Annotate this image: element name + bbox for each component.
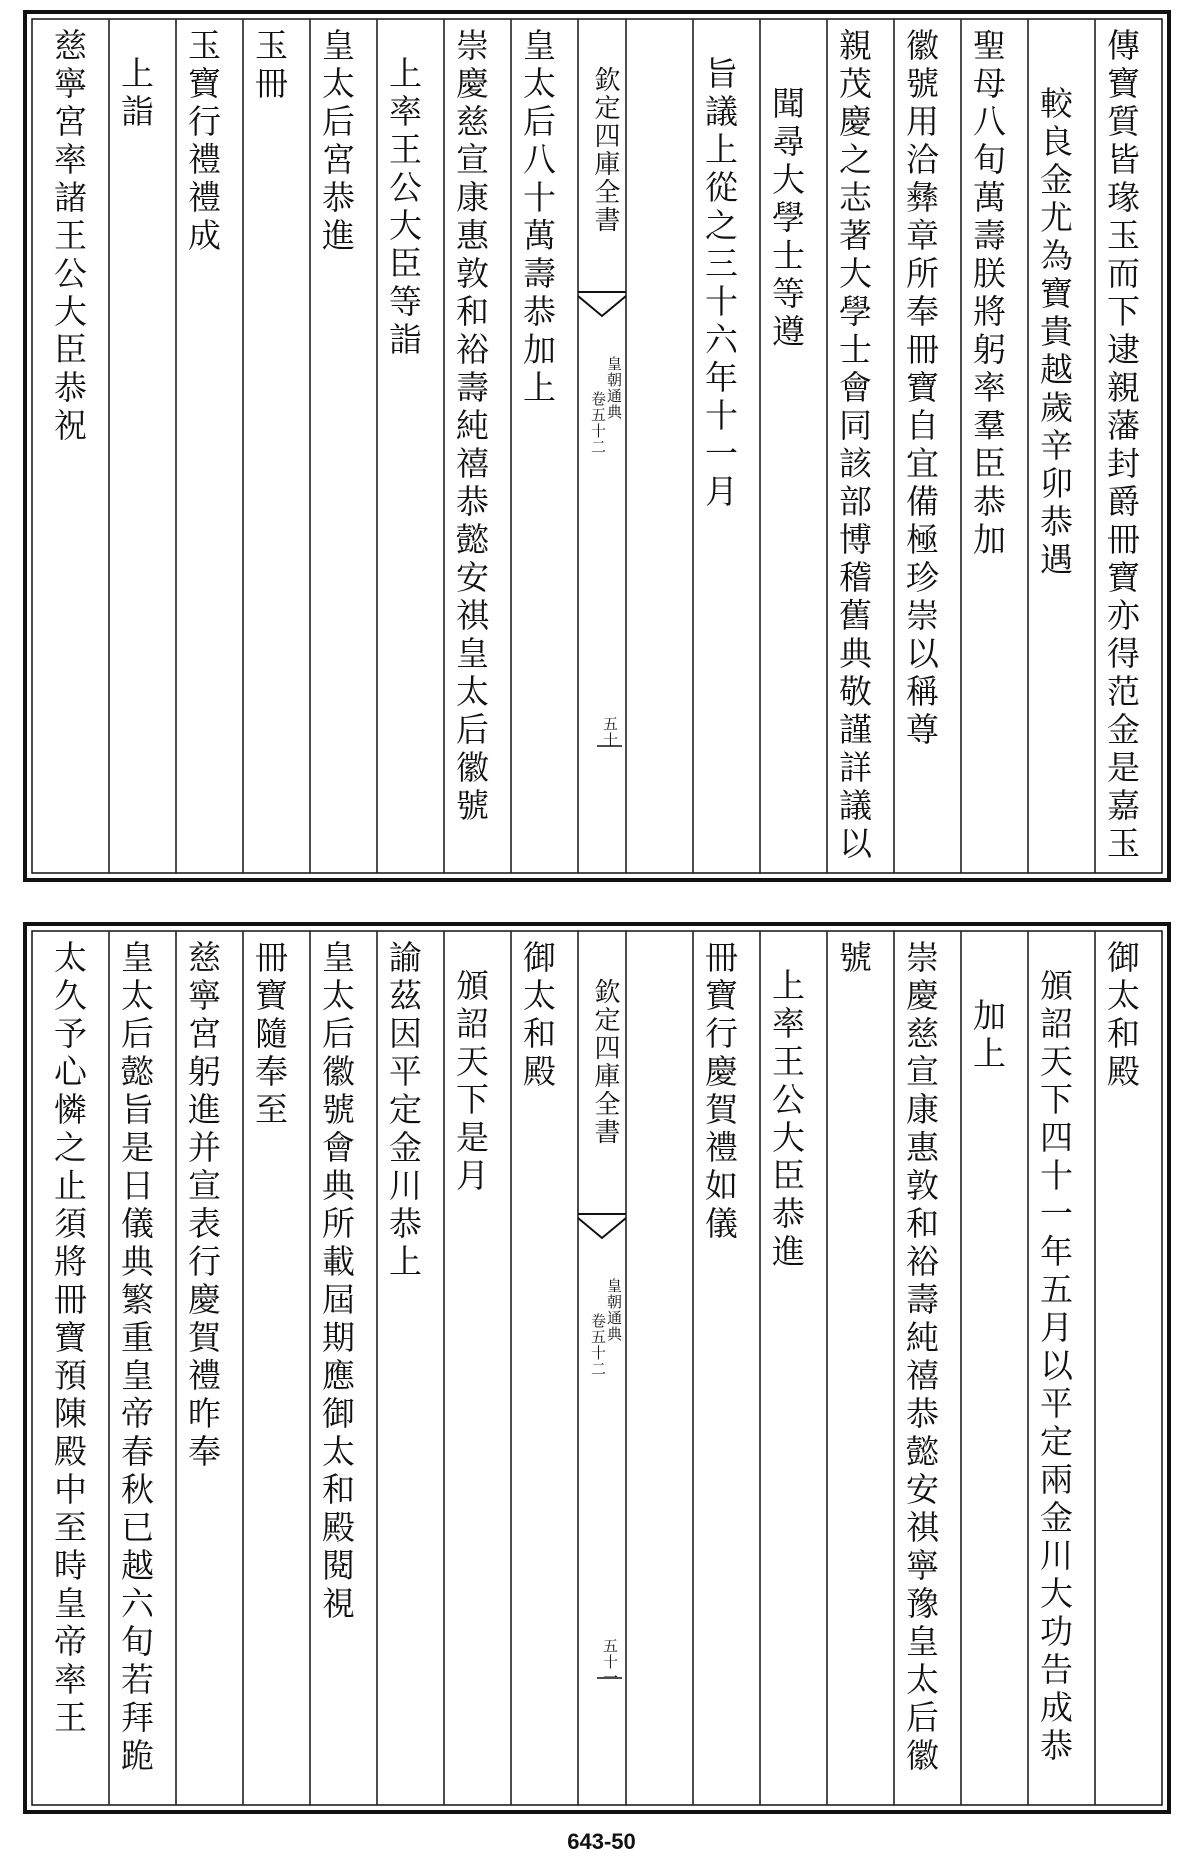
top-page-panel (22, 6, 1172, 886)
text-column: 太久予心憐之止須將冊寶預陳殿中至時皇帝率王 (49, 940, 88, 1738)
center-volume: 卷五十二 (589, 1313, 607, 1377)
text-column: 崇慶慈宣康惠敦和裕壽純禧恭懿安祺寧豫皇太后徽 (901, 940, 940, 1776)
text-column: 玉冊 (250, 28, 289, 104)
text-column: 皇太后宮恭進 (317, 28, 356, 256)
text-column: 崇慶慈宣康惠敦和裕壽純禧恭懿安祺皇太后徽號 (451, 28, 490, 826)
text-column: 御太和殿 (518, 940, 557, 1092)
text-column: 冊寶行慶賀禮如儀 (700, 940, 739, 1244)
text-column: 聖母八旬萬壽朕將躬率羣臣恭加 (968, 28, 1007, 560)
center-folio: 五十一 (601, 1638, 619, 1686)
text-column: 親茂慶之志著大學士會同該部博稽舊典敬謹詳議以 (834, 28, 873, 864)
text-column: 慈寧宮躬進并宣表行慶賀禮昨奉 (183, 940, 222, 1472)
text-column: 頒詔天下是月 (451, 968, 490, 1196)
text-column: 加上 (968, 998, 1007, 1074)
text-column: 徽號用洽彝章所奉冊寶自宜備極珍崇以稱尊 (901, 28, 940, 750)
text-column: 上率王公大臣恭進 (767, 968, 806, 1272)
text-column: 冊寶隨奉至 (250, 940, 289, 1130)
text-column: 御太和殿 (1102, 940, 1141, 1092)
center-folio: 五十 (601, 716, 619, 748)
text-column: 皇太后徽號會典所載屆期應御太和殿閱視 (317, 940, 356, 1624)
center-book-title: 欽定四庫全書 (590, 978, 620, 1146)
center-book-title: 欽定四庫全書 (590, 66, 620, 234)
text-column: 諭茲因平定金川恭上 (384, 940, 423, 1282)
text-column: 上詣 (116, 56, 155, 132)
text-column: 較良金尤為寶貴越歲辛卯恭遇 (1035, 86, 1074, 580)
text-column: 皇太后八十萬壽恭加上 (518, 28, 557, 408)
page-number: 643-50 (567, 1829, 636, 1854)
text-column: 頒詔天下四十一年五月以平定兩金川大功告成恭 (1035, 968, 1074, 1766)
text-column: 聞尋大學士等遵 (767, 86, 806, 352)
center-book-name: 皇朝通典 (605, 1278, 623, 1342)
center-book-name: 皇朝通典 (605, 356, 623, 420)
text-column: 皇太后懿旨是日儀典繁重皇帝春秋已越六旬若拜跪 (116, 940, 155, 1776)
center-volume: 卷五十二 (589, 391, 607, 455)
text-column: 旨議上從之三十六年十一月 (700, 56, 739, 512)
text-column: 傳寶質皆瑑玉而下逮親藩封爵冊寶亦得范金是嘉玉 (1102, 28, 1141, 864)
text-column: 上率王公大臣等詣 (384, 56, 423, 360)
text-column: 慈寧宮率諸王公大臣恭祝 (49, 28, 88, 446)
bottom-page-panel (22, 918, 1172, 1818)
text-column: 玉寶行禮禮成 (183, 28, 222, 256)
text-column: 號 (834, 940, 873, 978)
